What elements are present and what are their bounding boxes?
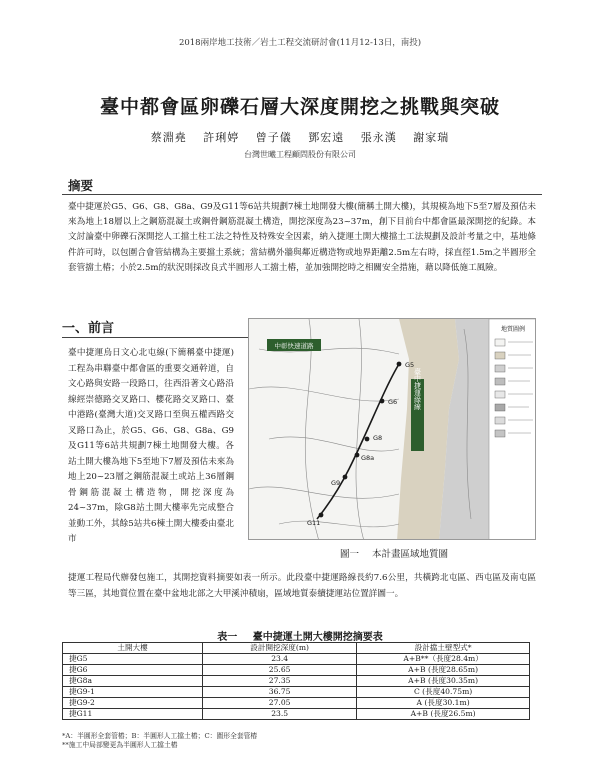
abstract-heading: 摘要 bbox=[68, 178, 94, 193]
legend-swatch bbox=[495, 365, 505, 372]
table-row bbox=[63, 709, 530, 720]
legend-swatch bbox=[495, 391, 505, 398]
station-marker bbox=[355, 453, 360, 458]
table-cell: 捷G9-2 bbox=[63, 698, 203, 709]
figure-caption-text: 本計畫區域地質圖 bbox=[372, 549, 449, 560]
author-list bbox=[0, 129, 600, 145]
table-row bbox=[63, 698, 530, 709]
table-cell: A+B (長度26.5m) bbox=[357, 709, 530, 720]
column-header: 土開大樓 bbox=[63, 643, 203, 654]
legend-swatch bbox=[495, 430, 505, 437]
table-cell: A+B (長度28.65m) bbox=[357, 665, 530, 676]
legend-swatch bbox=[495, 378, 505, 385]
table-caption-label: 表一 bbox=[217, 632, 238, 643]
table-header-row bbox=[63, 643, 530, 654]
table-cell: A+B**（長度28.4m） bbox=[357, 654, 530, 665]
table-note: **施工中局部變更為半圓形人工擋土樁 bbox=[62, 741, 178, 749]
geology-map-figure bbox=[248, 318, 536, 540]
station-marker bbox=[365, 437, 370, 442]
figure-caption bbox=[340, 546, 448, 560]
figure-caption-label: 圖一 bbox=[340, 549, 360, 560]
author: 許琍婷 bbox=[203, 131, 240, 144]
column-header: 設計開挖深度(m) bbox=[203, 643, 357, 654]
table-notes bbox=[62, 732, 530, 750]
author: 謝家瑞 bbox=[413, 131, 450, 144]
table-caption-text: 臺中捷運土開大樓開挖摘要表 bbox=[252, 632, 383, 643]
table-cell: 捷G5 bbox=[63, 654, 203, 665]
legend-title: 地質圖例 bbox=[500, 326, 526, 333]
station-marker bbox=[343, 475, 348, 480]
table-cell: 捷G8a bbox=[63, 676, 203, 687]
table-row bbox=[63, 687, 530, 698]
station-marker bbox=[380, 399, 385, 404]
author: 張永漢 bbox=[360, 131, 397, 144]
table-row bbox=[63, 676, 530, 687]
legend-swatch bbox=[495, 352, 505, 359]
table-cell: 36.75 bbox=[203, 687, 357, 698]
table-row bbox=[63, 665, 530, 676]
column-header: 設計擋土壁型式* bbox=[357, 643, 530, 654]
paper-title: 臺中都會區卵礫石層大深度開挖之挑戰與突破 bbox=[99, 96, 500, 118]
station-label: G8a bbox=[361, 454, 375, 462]
table-note: *A：半圓形全套管樁；B：半圓形人工擋土樁；C：圍形全套管樁 bbox=[62, 732, 258, 740]
table-row bbox=[63, 654, 530, 665]
abstract-text: 臺中捷運於G5、G6、G8、G8a、G9及G11等6站共規劃7棟土地開發大樓(簡稱土開大樓)，其規模為地下5至7層及預估未來為地上18層以上之鋼筋混凝土或鋼骨鋼筋混凝土構造，開挖深度為23~37m，創下目前台中都會區最深開挖的紀錄。本文討論臺中卵礫石深開挖人工擋土柱工法之特性及特殊安全因素，納入捷運土開大樓擋土工法規劃及設計考量之中，基地條件許可時，以包圍合會管結構為主要擋土系統；當結構外牆與鄰近構造物或地界距離2.5m左右時，採直徑1.5m之半圓形全套管擋土樁；小於2.5m的狀況則採改良式半圓形人工擋土樁，並加強開挖時之相關安全措施，藉以降低施工風險。 bbox=[68, 202, 536, 273]
author: 曾子儀 bbox=[255, 131, 292, 144]
author: 鄧宏遠 bbox=[308, 131, 345, 144]
affiliation: 台灣世曦工程顧問股份有限公司 bbox=[244, 150, 356, 159]
table-cell: 捷G11 bbox=[63, 709, 203, 720]
station-marker bbox=[319, 513, 324, 518]
station-marker bbox=[397, 362, 402, 367]
metro-label: 臺中捷運綠線 bbox=[413, 368, 422, 410]
table-cell: C (長度40.75m) bbox=[357, 687, 530, 698]
station-label: G6 bbox=[388, 398, 398, 406]
table-cell: 捷G9-1 bbox=[63, 687, 203, 698]
conference-header: 2018兩岸地工技術／岩土工程交流研討會(11月12-13日，南投) bbox=[178, 38, 422, 48]
table-cell: 23.5 bbox=[203, 709, 357, 720]
table-cell: 27.05 bbox=[203, 698, 357, 709]
station-label: G8 bbox=[373, 434, 383, 442]
table-cell: 27.35 bbox=[203, 676, 357, 687]
highway-label: 中彰快速道路 bbox=[274, 342, 314, 350]
legend-swatch bbox=[495, 404, 505, 411]
abstract-divider bbox=[62, 194, 542, 195]
table-cell: A+B (長度30.35m) bbox=[357, 676, 530, 687]
table-cell: 23.4 bbox=[203, 654, 357, 665]
intro-text-side: 臺中捷運烏日文心北屯線(下簡稱臺中捷運)工程為串聯臺中都會區的重要交通幹道，自文心路與安路一段路口，往西沿著文心路沿線經崇德路交叉路口、櫻花路交叉路口、臺中港路(臺灣大道)交叉路口至與五權西路交叉路口為止，於G5、G6、G8、G8a、G9及G11等6站共規劃7棟土地開發大樓。各站土開大樓為地下5至地下7層及預估未來為地上20~23層之鋼筋混凝土或站上36層鋼骨鋼筋混凝土構造物，開挖深度為24~37m，除G8站土開大樓率先完成整合並動工外，其餘5站共6棟土開大樓委由臺北市 bbox=[68, 348, 234, 544]
geology-map bbox=[249, 319, 536, 540]
excavation-summary-table bbox=[62, 642, 530, 720]
station-markers bbox=[319, 362, 402, 518]
table-cell: 捷G6 bbox=[63, 665, 203, 676]
table-caption bbox=[0, 628, 600, 643]
table-cell: A (長度30.1m) bbox=[357, 698, 530, 709]
table-cell: 25.65 bbox=[203, 665, 357, 676]
legend-swatch bbox=[495, 417, 505, 424]
station-label: G11 bbox=[307, 519, 321, 527]
metro-route-line bbox=[317, 364, 399, 519]
author: 蔡淵堯 bbox=[150, 131, 187, 144]
station-label: G5 bbox=[405, 361, 415, 369]
station-label: G9 bbox=[331, 479, 341, 487]
legend-swatch bbox=[495, 339, 505, 346]
intro-text-full: 捷運工程局代辦發包施工，其開挖資料摘要如表一所示。此段臺中捷運路線長約7.6公里，共橫跨北屯區、西屯區及南屯區等三區，其地質位置在臺中盆地北部之大甲溪沖積扇，區域地質泰續捷運站位置詳圖一。 bbox=[68, 573, 536, 599]
intro-heading: 一、前言 bbox=[62, 321, 115, 336]
